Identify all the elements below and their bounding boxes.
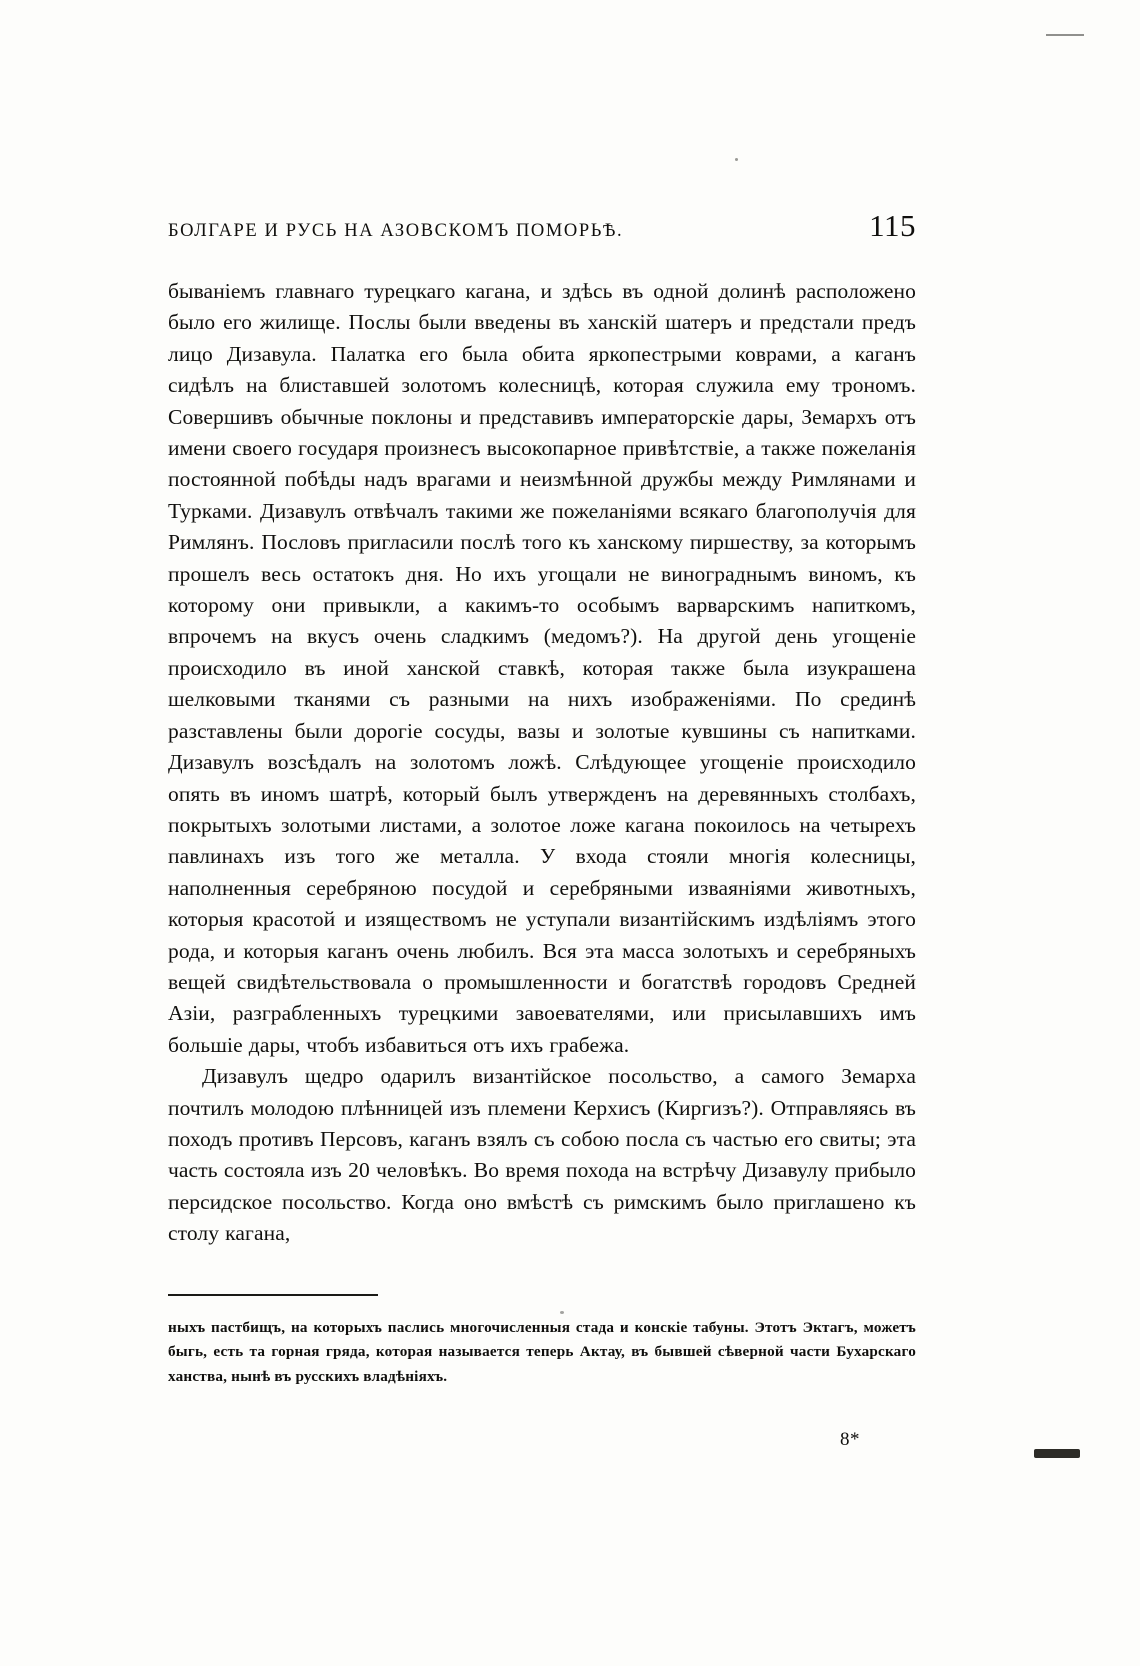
footnote-separator [168,1294,378,1296]
paragraph-2: Дизавулъ щедро одарилъ византiйское посольство, а самого Земарха почтилъ молодою плѣнницей изъ племени Керхисъ (Киргизъ?). Отправляясь въ походъ противъ Персовъ, каганъ взялъ съ собою посла съ частью его свиты; эта часть состояла изъ 20 человѣкъ. Во время похода на встрѣчу Дизавулу прибыло персидское посольство. Когда оно вмѣстѣ съ римскимъ было приглашено къ столу кагана, [168,1064,916,1246]
signature-mark: 8* [840,1429,860,1451]
footnote-block [168,1316,916,1390]
footnote-text: ныхъ пастбищъ, на которыхъ паслись многочисленныя стада и конскiе табуны. Этотъ Эктагъ, можетъ быгь, есть та горная гряда, которая называется теперь Актау, въ бывшей сѣверной части Бухарскаго ханства, нынѣ въ русскихъ владѣнiяхъ. [168,1318,916,1385]
scan-edge-mark-top [1046,34,1084,36]
page-number: 115 [869,208,916,243]
scan-speckle [735,158,738,161]
running-head: БОЛГАРЕ И РУСЬ НА АЗОВСКОМЪ ПОМОРЬѢ. [168,221,624,241]
page-header [168,210,916,242]
page-content [168,210,916,1451]
paragraph-1: быванiемъ главнаго турецкаго кагана, и здѣсь въ одной долинѣ расположено было его жилище. Послы были введены въ ханскiй шатеръ и предстали предъ лицо Дизавула. Палатка его была обита яркопестрыми коврами, а каганъ сидѣлъ на блиставшей золотомъ колесницѣ, которая служила ему трономъ. Совершивъ обычные поклоны и представивъ императорскiе дары, Земархъ отъ имени своего государя произнесъ высокопарное привѣтствiе, а также пожеланiя постоянной побѣды надъ врагами и неизмѣнной дружбы между Римлянами и Турками. Дизавулъ отвѣчалъ такими же пожеланiями всякаго благополучiя для Римлянъ. Пословъ пригласили послѣ того къ ханскому пиршеству, за которымъ прошелъ весь остатокъ дня. Но ихъ угощали не винограднымъ виномъ, къ которому они привыкли, а какимъ-то особымъ варварскимъ напиткомъ, впрочемъ на вкусъ очень сладкимъ (медомъ?). На другой день угощенiе происходило въ иной ханской ставкѣ, которая также была изукрашена шелковыми тканями съ разными на нихъ изображенiями. По срединѣ разставлены были дорогiе сосуды, вазы и золотые кувшины съ напитками. Дизавулъ возсѣдалъ на золотомъ ложѣ. Слѣдующее угощенiе происходило опять въ иномъ шатрѣ, который былъ утвержденъ на деревянныхъ столбахъ, покрытыхъ золотыми листами, а золотое ложе кагана покоилось на четырехъ павлинахъ изъ того же металла. У входа стояли многiя колесницы, наполненныя серебряною посудой и серебряными изваянiями животныхъ, которыя красотой и изяществомъ не уступали византiйскимъ издѣлiямъ этого рода, и которыя каганъ очень любилъ. Вся эта масса золотыхъ и серебряныхъ вещей свидѣтельствовала о промышленности и богатствѣ городовъ Средней Азiи, разграбленныхъ турецкими завоевателями, или присылавшихъ имъ большiе дары, чтобъ избавиться отъ ихъ грабежа. [168,279,916,1057]
body-text [168,276,916,1250]
scan-edge-mark-bottom [1034,1449,1080,1458]
